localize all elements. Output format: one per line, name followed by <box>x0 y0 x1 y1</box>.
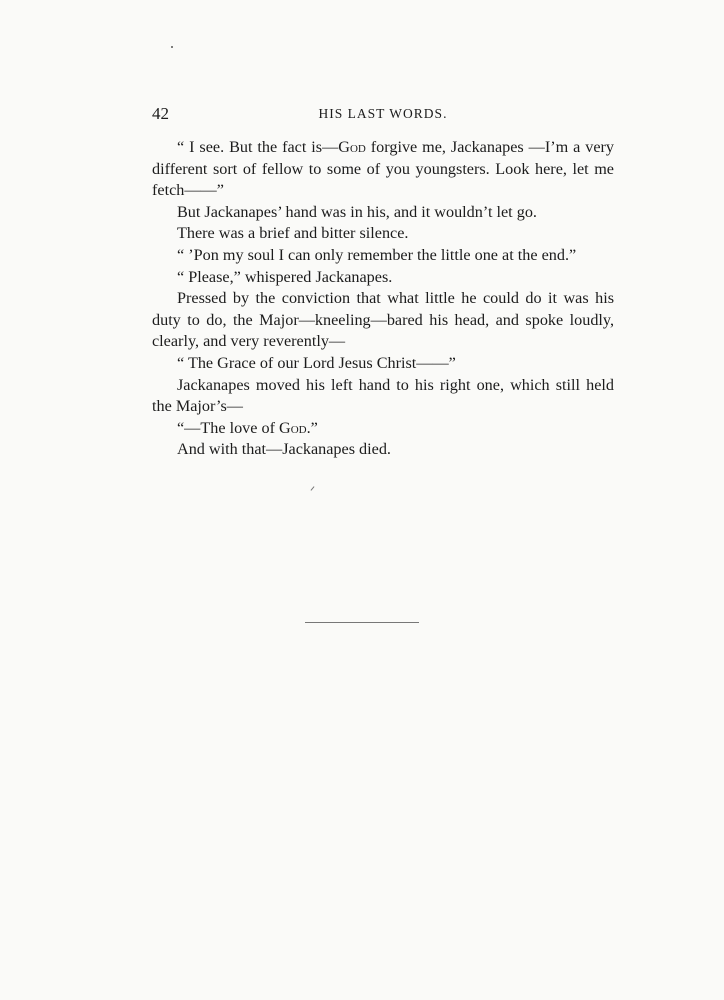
paragraph <box>152 418 614 440</box>
paragraph: Jackanapes moved his left hand to his right one, which still held the Major’s— <box>152 375 614 416</box>
paragraph: “ Please,” whispered Jackanapes. <box>177 267 393 286</box>
text-run: .” <box>306 418 318 437</box>
running-title: HIS LAST WORDS. <box>318 106 448 121</box>
paragraph: Pressed by the conviction that what little he could do it was his duty to do, the Major—kneeling—bared his head, and spoke loudly, clearly, and very reverently— <box>152 289 614 351</box>
paragraph: “ The Grace of our Lord Jesus Christ——” <box>177 353 456 372</box>
text-run: “ I see. But the fact is— <box>177 138 339 156</box>
paragraph: But Jackanapes’ hand was in his, and it wouldn’t let go. <box>177 202 537 221</box>
paragraph: “ ’Pon my soul I can only remember the little one at the end.” <box>177 245 577 264</box>
page-speck <box>171 46 173 48</box>
small-caps-word: God <box>338 138 366 156</box>
text-run: “—The love of <box>177 418 280 437</box>
section-rule <box>305 622 419 623</box>
paragraph: There was a brief and bitter silence. <box>177 224 409 243</box>
body-text <box>152 137 614 461</box>
page-number: 42 <box>152 104 169 123</box>
paragraph: And with that—Jackanapes died. <box>177 440 391 459</box>
page-header <box>152 104 614 126</box>
text-run: forgive me, Jackanapes —I’m a very different sort of fellow to some of you youngsters. Look here, let me fetch——” <box>152 138 614 200</box>
stray-mark <box>311 486 315 490</box>
small-caps-word: God <box>279 418 307 437</box>
paragraph <box>152 137 614 202</box>
